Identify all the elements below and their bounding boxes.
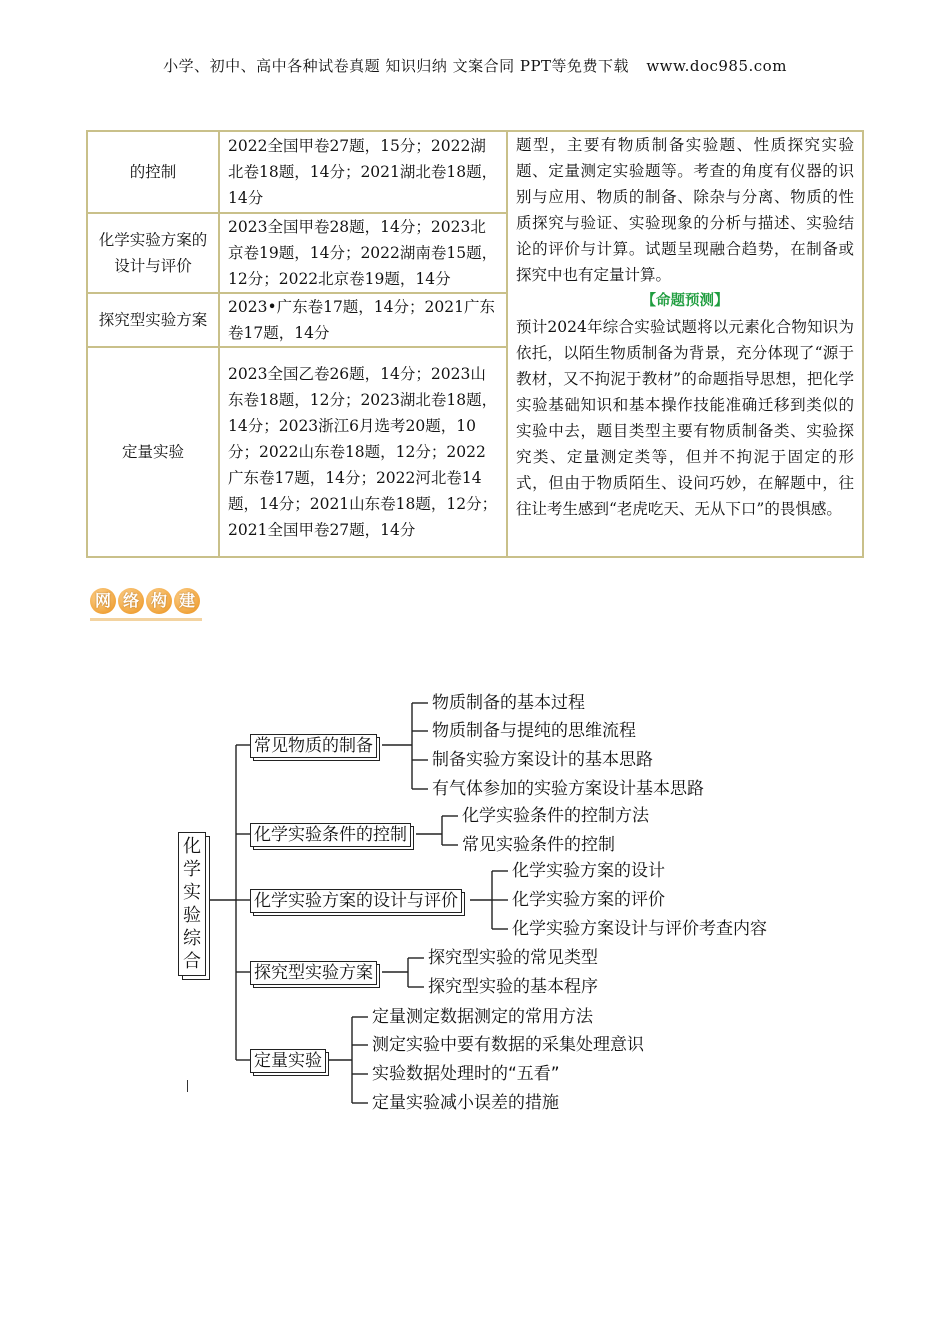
header-text: 小学、初中、高中各种试卷真题 知识归纳 文案合同 PPT等免费下载 bbox=[163, 57, 630, 75]
root-char: 化 bbox=[183, 836, 201, 857]
root-char: 合 bbox=[183, 951, 201, 972]
table-cell-topic: 探究型实验方案 bbox=[87, 293, 219, 347]
table-cell-topic: 定量实验 bbox=[87, 347, 219, 557]
table-cell-topic: 的控制 bbox=[87, 131, 219, 213]
root-char: 学 bbox=[183, 859, 201, 880]
mindmap-root bbox=[178, 832, 206, 976]
mindmap-leaf: 化学实验条件的控制方法 bbox=[462, 806, 649, 826]
mindmap-leaf: 有气体参加的实验方案设计基本思路 bbox=[432, 779, 704, 799]
mindmap-leaf: 化学实验方案设计与评价考查内容 bbox=[512, 919, 767, 939]
table-cell-topic: 化学实验方案的设计与评价 bbox=[87, 213, 219, 293]
mindmap-leaf: 常见实验条件的控制 bbox=[462, 835, 615, 855]
forecast-text: 预计2024年综合实验试题将以元素化合物知识为依托，以陌生物质制备为背景，充分体现了“源于教材，又不拘泥于教材”的命题指导思想，把化学实验基础知识和基本操作技能准确迁移到类似的实验中去，题目类型主要有物质制备类、实验探究类、定量测定类等，但并不拘泥于固定的形式，但由于物质陌生、设问巧妙，在解题中，往往让考生感到“老虎吃天、无从下口”的畏惧感。 bbox=[516, 318, 854, 518]
mindmap-leaf: 化学实验方案的设计 bbox=[512, 861, 665, 881]
branch-box: 定量实验 bbox=[250, 1049, 326, 1073]
root-char: 实 bbox=[183, 882, 201, 903]
mindmap-leaf: 实验数据处理时的“五看” bbox=[372, 1064, 560, 1084]
mindmap-leaf: 探究型实验的基本程序 bbox=[428, 977, 598, 997]
badge-char: 建 bbox=[174, 588, 200, 614]
mindmap-leaf: 物质制备与提纯的思维流程 bbox=[432, 721, 636, 741]
mindmap-leaf: 探究型实验的常见类型 bbox=[428, 948, 598, 968]
mindmap-leaf: 定量实验减小误差的措施 bbox=[372, 1093, 559, 1113]
branch-box: 探究型实验方案 bbox=[250, 961, 377, 985]
mindmap-leaf: 测定实验中要有数据的采集处理意识 bbox=[372, 1035, 644, 1055]
stray-mark bbox=[187, 1080, 188, 1092]
branch-box: 化学实验条件的控制 bbox=[250, 823, 411, 847]
root-char: 验 bbox=[183, 905, 201, 926]
table-cell-sources: 2022全国甲卷27题，15分；2022湖北卷18题，14分；2021湖北卷18题，14分 bbox=[219, 131, 507, 213]
table-cell-sources: 2023•广东卷17题，14分；2021广东卷17题，14分 bbox=[219, 293, 507, 347]
mindmap-leaf: 定量测定数据测定的常用方法 bbox=[372, 1007, 593, 1027]
table-cell-sources: 2023全国乙卷26题，14分；2023山东卷18题，12分；2023湖北卷18题，14分；2023浙江6月选考20题，10分；2022山东卷18题，12分；2022广东卷17题，14分；2022河北卷14题，14分；2021山东卷18题，12分；2021全国甲卷27题，14分 bbox=[219, 347, 507, 557]
forecast-title: 【命题预测】 bbox=[641, 293, 729, 309]
branch-box: 化学实验方案的设计与评价 bbox=[250, 889, 462, 913]
badge-char: 构 bbox=[146, 588, 172, 614]
header-url[interactable]: www.doc985.com bbox=[646, 57, 787, 75]
root-char: 综 bbox=[183, 928, 201, 949]
analysis-text: 题型，主要有物质制备实验题、性质探究实验题、定量测定实验题等。考查的角度有仪器的识别与应用、物质的制备、除杂与分离、物质的性质探究与验证、实验现象的分析与描述、实验结论的评价与计算。试题呈现融合趋势，在制备或探究中也有定量计算。 bbox=[516, 136, 854, 284]
mindmap-leaf: 制备实验方案设计的基本思路 bbox=[432, 750, 653, 770]
badge-char: 络 bbox=[118, 588, 144, 614]
table-cell-sources: 2023全国甲卷28题，14分；2023北京卷19题，14分；2022湖南卷15题，12分；2022北京卷19题，14分 bbox=[219, 213, 507, 293]
branch-box: 常见物质的制备 bbox=[250, 734, 377, 758]
badge-char: 网 bbox=[90, 588, 116, 614]
mindmap-leaf: 物质制备的基本过程 bbox=[432, 693, 585, 713]
mindmap-leaf: 化学实验方案的评价 bbox=[512, 890, 665, 910]
